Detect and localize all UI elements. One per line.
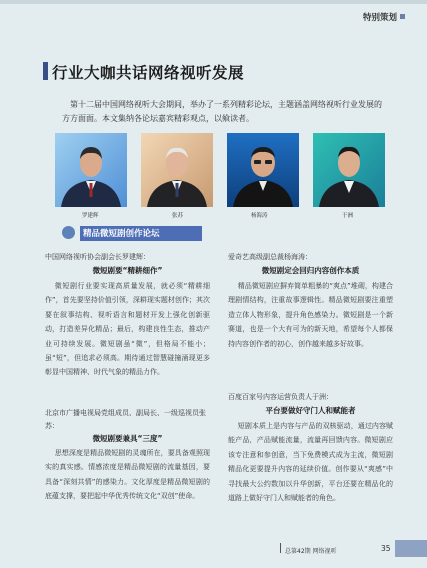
forum-label: 精品微短剧创作论坛 <box>83 229 160 239</box>
speaker-photo-3 <box>227 133 299 207</box>
speaker-name-1: 中国网络视听协会副会长罗建辉： <box>45 253 150 261</box>
speaker-photo-1 <box>55 133 127 207</box>
footer-issue: 总第42期 网络视听 <box>285 548 337 555</box>
speaker-photo-4 <box>313 133 385 207</box>
photo-caption-4: 于洲 <box>342 213 354 219</box>
speaker-body-1: 微短剧行业要实现高质量发展，就必须“精耕细作”，首先要坚持价值引领，深耕现实题材创作；其次要在叙事结构、视听语言和题材开发上强化创新驱动，打造差异化精品；最后，构建良性生态，推动产业可持续发展。微短剧虽“微”，但格局不能小；虽“短”，但追求必须高。期待通过智慧碰撞涌现更多彰显中国精神、时代气象的精品力作。 <box>45 282 210 377</box>
photo-caption-3: 杨海涛 <box>251 213 268 219</box>
speaker-subtitle-4: 平台要做好守门人和赋能者 <box>265 406 356 415</box>
top-rule <box>0 0 427 4</box>
article-title: 行业大咖共话网络视听发展 <box>52 64 245 82</box>
section-tag-marker <box>400 14 405 19</box>
speaker-photo-2 <box>141 133 213 207</box>
speaker-name-3: 爱奇艺高级副总裁杨海涛： <box>228 253 312 261</box>
speaker-subtitle-2: 微短剧要兼具“三度” <box>92 434 163 443</box>
speaker-name-2: 北京市广播电视局党组成员、副局长、一级巡视员张苏： <box>45 409 206 430</box>
footer-color-bar <box>395 540 427 557</box>
speaker-body-3: 精品微短剧应摒弃简单粗暴的“爽点”堆砌，构建合理剧情结构，注重故事逻辑性。精品微短剧要注重塑造立体人物形象，提升角色感染力。微短剧是一个新赛道，也是一个大有可为的新天地，希望每个人都保持内容创作者的初心，创作越来越多好故事。 <box>228 282 393 348</box>
speaker-body-2: 思想深度是精品微短剧的灵魂所在，要具备观照现实的真实感。情感浓度是精品微短剧的流量基因，要具备“深刻共情”的感染力。文化厚度是精品微短剧的底蕴支撑，要把起中华优秀传统文化“双创”使命。 <box>45 449 210 501</box>
speaker-name-4: 百度百家号内容运营负责人于洲： <box>228 393 333 401</box>
page-number: 35 <box>381 544 391 553</box>
footer-divider <box>280 543 281 553</box>
speaker-subtitle-3: 微短剧定会回归内容创作本质 <box>261 266 360 275</box>
article-intro: 第十二届中国网络视听大会期间，举办了一系列精彩论坛，主题涵盖网络视听行业发展的方方面面。本文集纳各论坛嘉宾精彩观点，以飨读者。 <box>62 100 382 123</box>
photo-caption-1: 罗建辉 <box>82 213 99 219</box>
title-accent-bar <box>43 62 48 80</box>
forum-label-dot <box>62 226 75 239</box>
speaker-subtitle-1: 微短剧要“精耕细作” <box>92 266 163 275</box>
photo-caption-2: 张苏 <box>172 213 184 219</box>
section-tag: 特别策划 <box>362 13 397 23</box>
speaker-body-4: 短剧本质上是内容与产品的双核驱动，通过内容赋能产品，产品赋能流量，流量再回馈内容。微短剧应该专注意和参创意，当下免费模式成为主流，微短剧精品化更要提升内容的延续价值。创作要从“爽感”中寻找最大公约数加以升华创新，平台还要在精品化的道路上做好守门人和赋能者的角色。 <box>228 422 393 503</box>
